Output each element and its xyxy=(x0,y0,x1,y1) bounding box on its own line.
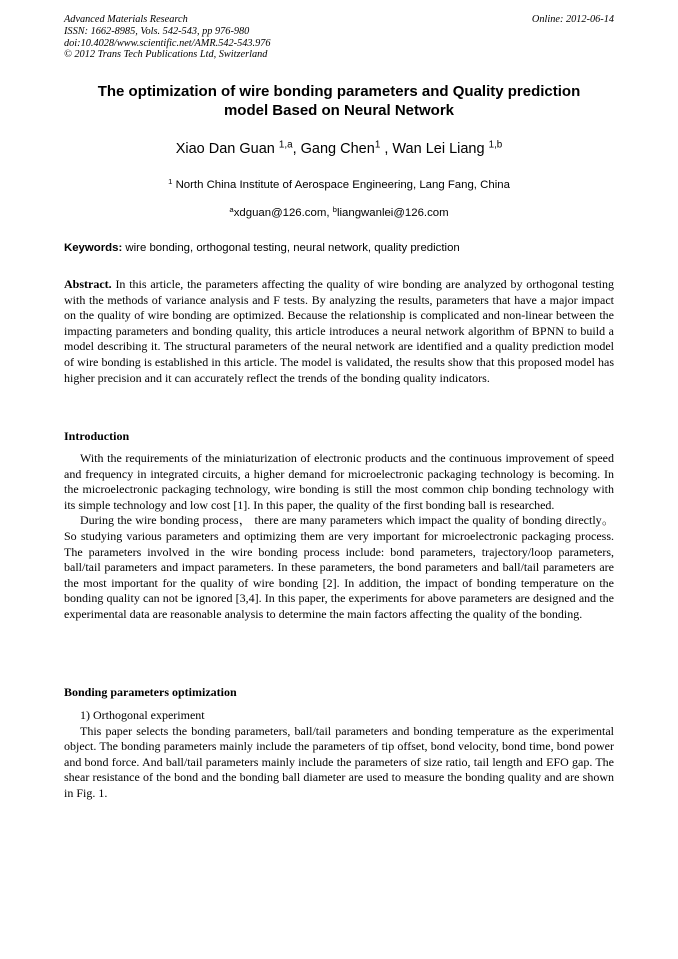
introduction-heading: Introduction xyxy=(64,429,130,443)
author-separator: , xyxy=(380,141,393,157)
author-affil-mark: 1,b xyxy=(488,139,503,151)
paper-title xyxy=(64,82,614,120)
author-name: Xiao Dan Guan xyxy=(175,141,275,157)
copyright-line: © 2012 Trans Tech Publications Ltd, Switzerland xyxy=(64,49,268,61)
title-line-1: The optimization of wire bonding parameters and Quality prediction xyxy=(97,83,581,100)
paragraph: During the wire bonding process， there are many parameters which impact the quality of bonding directly。So studying various parameters and optimizing them are very important for microelectronic packaging process. The parameters involved in the wire bonding process include: bond parameters, trajectory/loop parameters, ball/tail parameters and impact parameters. In these parameters, the bond parameters and ball/tail parameters are the most important for the quality of wire bonding [2]. In addition, the impact of bonding temperature on the bonding quality can not be ignored [3,4]. In this paper, the experiments for above parameters are designed and the experimental data are reasonable analysis to determine the main factors affecting the quality of the bonding. xyxy=(64,513,614,621)
paragraph: This paper selects the bonding parameters, ball/tail parameters and bonding temperature as the experimental object. The bonding parameters mainly include the parameters of tip offset, bond velocity, bond time, bond power and bond force. And ball/tail parameters mainly include the parameters of size ratio, tail length and EFO gap. The shear resistance of the bond and the bonding ball diameter are used to measure the bonding quality and are shown in Fig. 1. xyxy=(64,723,614,800)
author-affil-mark: 1,a xyxy=(278,139,293,151)
email-address[interactable]: xdguan@126.com xyxy=(233,207,327,219)
paragraph: With the requirements of the miniaturization of electronic products and the continuous improvement of speed and frequency in integrated circuits, a higher demand for microelectronic packaging technology is becoming. In the microelectronic packaging technology, wire bonding is still the most common chip bonding technology with its simple technology and low cost [1]. In this paper, the quality of the first bonding ball is researched. xyxy=(64,451,614,512)
author-name: Wan Lei Liang xyxy=(392,141,485,157)
online-date: Online: 2012-06-14 xyxy=(531,14,614,25)
affiliation xyxy=(64,178,614,192)
abstract xyxy=(64,277,614,386)
subheading: 1) Orthogonal experiment xyxy=(80,708,205,722)
abstract-label: Abstract. xyxy=(64,277,112,291)
author-separator: , xyxy=(292,141,301,157)
author-affil-mark: 1 xyxy=(374,139,381,151)
affiliation-text: North China Institute of Aerospace Engineering, Lang Fang, China xyxy=(175,179,510,191)
journal-name: Advanced Materials Research xyxy=(64,14,188,25)
bonding-body xyxy=(64,708,614,802)
introduction-body xyxy=(64,451,614,623)
keywords-label: Keywords: xyxy=(64,242,123,254)
abstract-text: In this article, the parameters affecting the quality of wire bonding are analyzed by orthogonal testing with the methods of variance analysis and F tests. By analyzing the results, parameters that have a major impact on the quality of wire bonding are optimized. Because the relationship is complicated and non-linear between the impacting parameters and bonding quality, this article introduces a neural network algorithm of BPNN to build a model describing it. The structural parameters of the neural network are identified and a quality prediction model of wire bonding is established in this article. The model is validated, the results show that this proposed model has higher precision and it can accurately reflect the trends of the bonding quality indicators. xyxy=(64,277,614,385)
bonding-heading: Bonding parameters optimization xyxy=(64,685,237,699)
author-name: Gang Chen xyxy=(300,141,375,157)
keywords xyxy=(64,241,614,255)
email-mark: b xyxy=(332,204,337,214)
author-list xyxy=(64,140,614,158)
issn-line: ISSN: 1662-8985, Vols. 542-543, pp 976-980 xyxy=(64,25,250,37)
title-line-2: model Based on Neural Network xyxy=(223,102,455,119)
keywords-text: wire bonding, orthogonal testing, neural network, quality prediction xyxy=(125,242,460,254)
doi-line: doi:10.4028/www.scientific.net/AMR.542-543.976 xyxy=(64,37,271,49)
email-line: $^a$xdguan@126.com, $^b$liangwanlei@126.com xyxy=(229,204,449,219)
affiliation-mark: 1 xyxy=(168,176,173,186)
email-address[interactable]: liangwanlei@126.com xyxy=(336,207,449,219)
email-mark: a xyxy=(229,204,234,214)
journal-header xyxy=(64,14,271,61)
